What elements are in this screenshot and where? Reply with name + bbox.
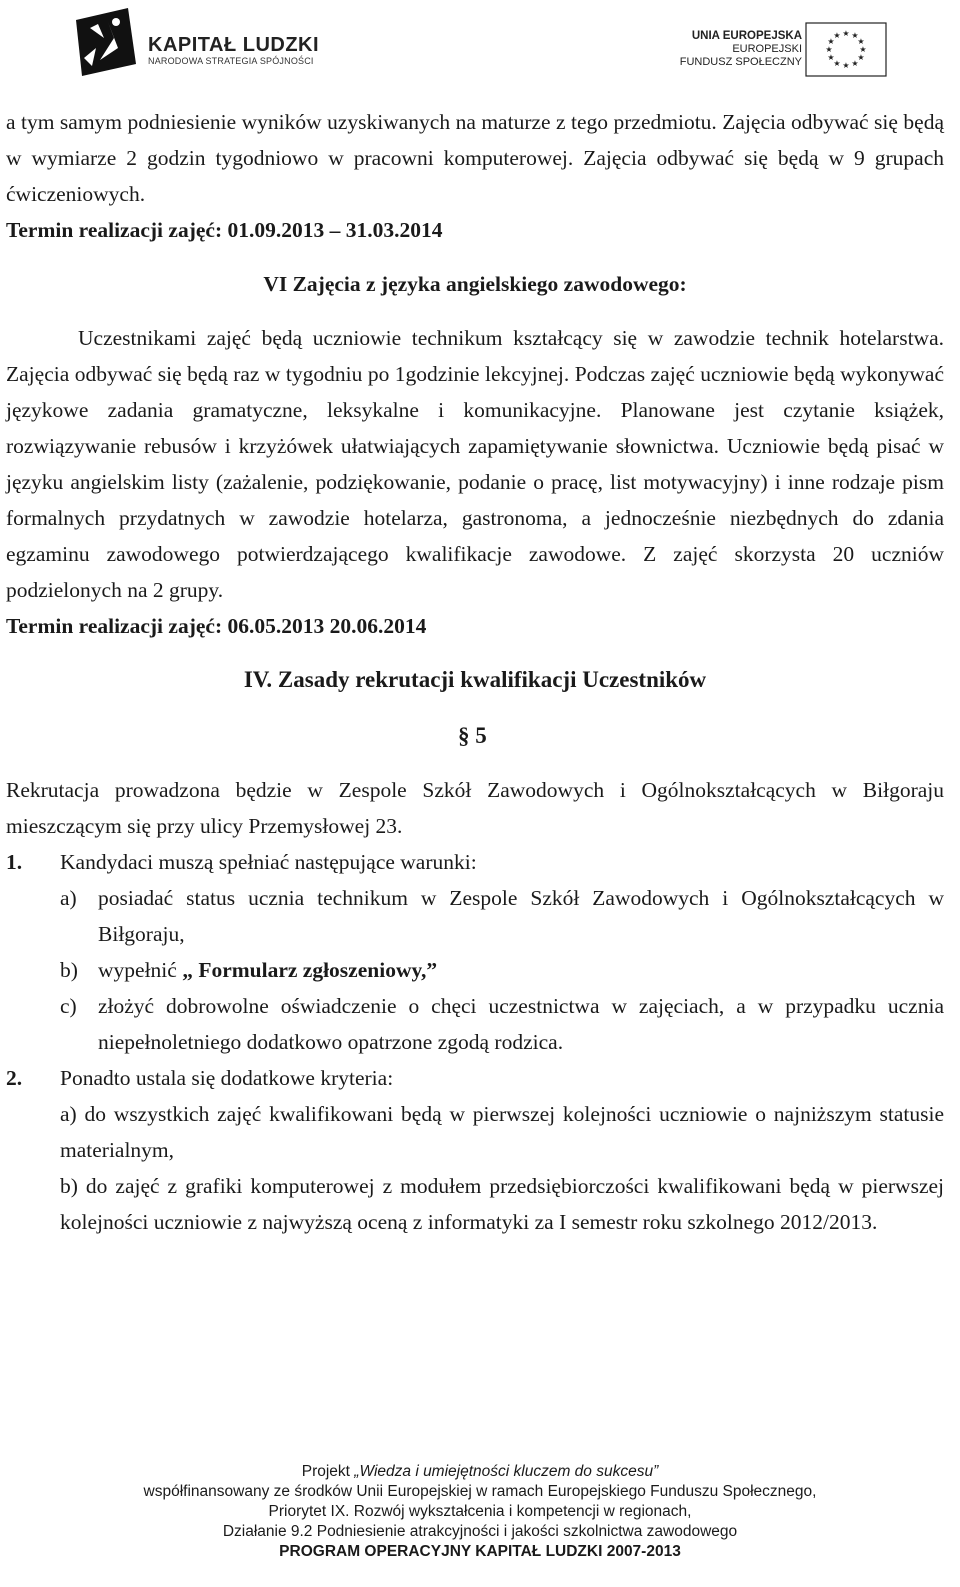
eu-flag-icon	[805, 22, 887, 77]
section-vi-heading: VI Zajęcia z języka angielskiego zawodowego:	[263, 272, 687, 296]
sub-item-a	[6, 880, 944, 952]
svg-text:★: ★	[859, 45, 867, 54]
svg-text:★: ★	[857, 37, 865, 46]
svg-text:★: ★	[833, 31, 841, 40]
sub-item-label: b)	[60, 958, 78, 982]
footer-action: Działanie 9.2 Podniesienie atrakcyjności i jakości szkolnictwa zawodowego	[222, 1523, 738, 1540]
termin-2: Termin realizacji zajęć: 06.05.2013 20.06.2014	[6, 614, 427, 638]
sub-item-b	[6, 952, 944, 988]
svg-text:★: ★	[833, 59, 841, 68]
sub-item-label: c)	[60, 994, 77, 1018]
ue-title: UNIA EUROPEJSKA	[691, 30, 802, 42]
ue-line3: FUNDUSZ SPOŁECZNY	[679, 56, 802, 68]
footer-project-prefix: Projekt	[301, 1463, 355, 1480]
ue-wordmark	[680, 30, 802, 69]
list-item-1	[6, 844, 944, 880]
sub-item-c	[6, 988, 944, 1060]
list-item-text: Ponadto ustala się dodatkowe kryteria:	[60, 1066, 394, 1090]
sub-item-text: posiadać status ucznia technikum w Zespole Szkół Zawodowych i Ogólnokształcących w Biłgoraju,	[98, 886, 944, 946]
form-name: „ Formularz zgłoszeniowy,”	[182, 958, 438, 982]
paragraph-2: Uczestnikami zajęć będą uczniowie technikum kształcący się w zawodzie technik hotelarstwa. Zajęcia odbywać się będą raz w tygodniu po 1godzinie lekcyjnej. Podczas zajęć uczniowie będą wykonywać językowe zadania gramatyczne, leksykalne i komunikacyjne. Planowane jest czytanie książek, rozwiązywanie rebusów i krzyżówek ułatwiających zapamiętywanie słownictwa. Uczniowie będą pisać w języku angielskim listy (zażalenie, podziękowanie, podanie o pracę, list motywacyjny) i inne rodzaje pism formalnych przydatnych w zawodzie hotelarza, gastronoma, a jednocześnie niezbędnych do zdania egzaminu zawodowego potwierdzającego kwalifikacje zawodowe. Z zajęć skorzysta 20 uczniów podzielonych na 2 grupy.	[6, 326, 944, 602]
sub-item-label: a)	[60, 886, 77, 910]
list-item-text: Kandydaci muszą spełniać następujące warunki:	[60, 850, 477, 874]
svg-text:★: ★	[827, 53, 835, 62]
ue-line2: EUROPEJSKI	[732, 43, 802, 55]
list-number: 1.	[6, 850, 23, 874]
kl-subtitle: NARODOWA STRATEGIA SPÓJNOŚCI	[148, 56, 314, 66]
termin-1: Termin realizacji zajęć: 01.09.2013 – 31.03.2014	[6, 218, 443, 242]
svg-text:★: ★	[857, 53, 865, 62]
recruitment-intro: Rekrutacja prowadzona będzie w Zespole Szkół Zawodowych i Ogólnokształcących w Biłgoraju mieszczącym się przy ulicy Przemysłowej 23.	[6, 778, 944, 838]
footer-project-line	[0, 1462, 960, 1482]
paragraph-number: § 5	[458, 723, 487, 748]
criterion-a: a) do wszystkich zajęć kwalifikowani będą w pierwszej kolejności uczniowie o najniższym statusie materialnym,	[60, 1102, 944, 1162]
footer-cofinance: współfinansowany ze środków Unii Europejskiej w ramach Europejskiego Funduszu Społecznego,	[143, 1483, 817, 1500]
document-body	[6, 104, 944, 1240]
svg-text:★: ★	[851, 59, 859, 68]
page-header	[0, 0, 960, 95]
svg-text:★: ★	[842, 29, 850, 38]
page-footer	[0, 1462, 960, 1562]
sub-item-text: wypełnić	[98, 958, 177, 982]
kapital-ludzki-wordmark	[148, 34, 319, 67]
paragraph-1: a tym samym podniesienie wyników uzyskiwanych na maturze z tego przedmiotu. Zajęcia odbywać się będą w wymiarze 2 godzin tygodniowo w pracowni komputerowej. Zajęcia odbywać się będą w 9 grupach ćwiczeniowych.	[6, 110, 944, 206]
svg-text:★: ★	[851, 31, 859, 40]
svg-text:★: ★	[825, 45, 833, 54]
list-number: 2.	[6, 1066, 23, 1090]
footer-priority: Priorytet IX. Rozwój wykształcenia i kompetencji w regionach,	[268, 1503, 692, 1520]
footer-project-title: „Wiedza i umiejętności kluczem do sukcesu”	[354, 1463, 659, 1480]
sub-item-text: złożyć dobrowolne oświadczenie o chęci uczestnictwa w zajęciach, a w przypadku ucznia niepełnoletniego dodatkowo opatrzone zgodą rodzica.	[98, 994, 944, 1054]
svg-text:★: ★	[827, 37, 835, 46]
footer-programme: PROGRAM OPERACYJNY KAPITAŁ LUDZKI 2007-2013	[279, 1543, 681, 1560]
svg-text:★: ★	[842, 61, 850, 70]
list-item-2	[6, 1060, 944, 1096]
kl-name: KAPITAŁ LUDZKI	[148, 34, 320, 56]
criterion-b: b) do zajęć z grafiki komputerowej z modułem przedsiębiorczości kwalifikowani będą w pierwszej kolejności uczniowie z najwyższą oceną z informatyki za I semestr roku szkolnego 2012/2013.	[60, 1174, 944, 1234]
section-iv-heading: IV. Zasady rekrutacji kwalifikacji Uczestników	[243, 667, 707, 692]
